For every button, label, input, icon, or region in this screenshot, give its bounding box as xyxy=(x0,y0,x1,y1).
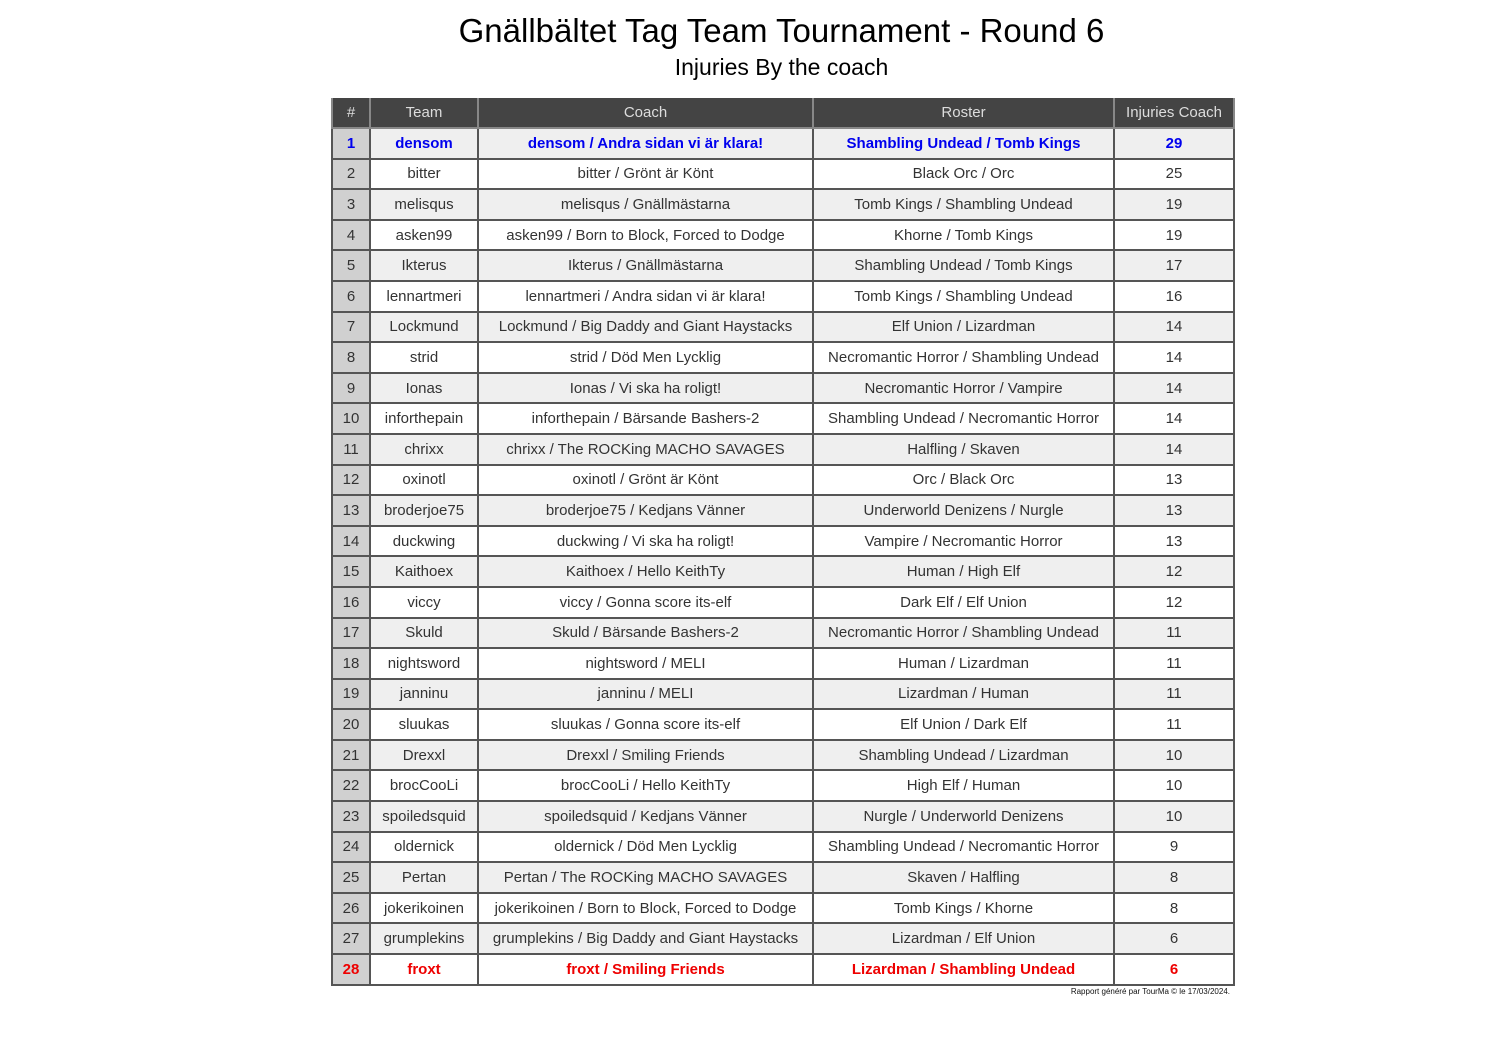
rank-cell: 2 xyxy=(332,159,370,190)
injuries-cell: 14 xyxy=(1114,342,1234,373)
table-row xyxy=(332,373,1234,404)
injuries-cell: 11 xyxy=(1114,618,1234,649)
injuries-cell: 9 xyxy=(1114,832,1234,863)
roster-cell: Tomb Kings / Khorne xyxy=(813,893,1114,924)
roster-cell: Halfling / Skaven xyxy=(813,434,1114,465)
rank-cell: 12 xyxy=(332,465,370,496)
injuries-cell: 10 xyxy=(1114,740,1234,771)
roster-cell: Vampire / Necromantic Horror xyxy=(813,526,1114,557)
rank-cell: 21 xyxy=(332,740,370,771)
roster-cell: Elf Union / Dark Elf xyxy=(813,709,1114,740)
rank-cell: 4 xyxy=(332,220,370,251)
rank-cell: 23 xyxy=(332,801,370,832)
rank-cell: 22 xyxy=(332,770,370,801)
rank-cell: 18 xyxy=(332,648,370,679)
rank-cell: 14 xyxy=(332,526,370,557)
roster-cell: Human / High Elf xyxy=(813,556,1114,587)
rank-cell: 9 xyxy=(332,373,370,404)
rank-cell: 3 xyxy=(332,189,370,220)
roster-cell: Shambling Undead / Tomb Kings xyxy=(813,250,1114,281)
coach-cell: grumplekins / Big Daddy and Giant Haystacks xyxy=(478,923,813,954)
table-row xyxy=(332,556,1234,587)
rank-cell: 28 xyxy=(332,954,370,985)
coach-cell: Lockmund / Big Daddy and Giant Haystacks xyxy=(478,312,813,343)
team-cell: sluukas xyxy=(370,709,478,740)
team-cell: jokerikoinen xyxy=(370,893,478,924)
roster-cell: Orc / Black Orc xyxy=(813,465,1114,496)
team-cell: bitter xyxy=(370,159,478,190)
table-row xyxy=(332,281,1234,312)
injuries-cell: 16 xyxy=(1114,281,1234,312)
coach-cell: duckwing / Vi ska ha roligt! xyxy=(478,526,813,557)
team-cell: Ikterus xyxy=(370,250,478,281)
team-cell: Ionas xyxy=(370,373,478,404)
injuries-cell: 14 xyxy=(1114,312,1234,343)
table-row xyxy=(332,618,1234,649)
table-row xyxy=(332,648,1234,679)
injuries-cell: 29 xyxy=(1114,128,1234,159)
injuries-cell: 14 xyxy=(1114,403,1234,434)
column-header-coach: Coach xyxy=(478,98,813,128)
injuries-cell: 11 xyxy=(1114,679,1234,710)
rank-cell: 1 xyxy=(332,128,370,159)
table-row xyxy=(332,465,1234,496)
roster-cell: Khorne / Tomb Kings xyxy=(813,220,1114,251)
rank-cell: 20 xyxy=(332,709,370,740)
rank-cell: 6 xyxy=(332,281,370,312)
team-cell: densom xyxy=(370,128,478,159)
team-cell: oxinotl xyxy=(370,465,478,496)
coach-cell: jokerikoinen / Born to Block, Forced to Dodge xyxy=(478,893,813,924)
injuries-cell: 19 xyxy=(1114,189,1234,220)
team-cell: Skuld xyxy=(370,618,478,649)
roster-cell: Nurgle / Underworld Denizens xyxy=(813,801,1114,832)
team-cell: froxt xyxy=(370,954,478,985)
injuries-cell: 6 xyxy=(1114,954,1234,985)
coach-cell: nightsword / MELI xyxy=(478,648,813,679)
injuries-cell: 8 xyxy=(1114,862,1234,893)
report-footer: Rapport généré par TourMa © le 17/03/2024. xyxy=(1070,987,1230,996)
roster-cell: Human / Lizardman xyxy=(813,648,1114,679)
rank-cell: 11 xyxy=(332,434,370,465)
injuries-cell: 6 xyxy=(1114,923,1234,954)
team-cell: Kaithoex xyxy=(370,556,478,587)
table-row xyxy=(332,862,1234,893)
roster-cell: Lizardman / Shambling Undead xyxy=(813,954,1114,985)
team-cell: spoiledsquid xyxy=(370,801,478,832)
team-cell: lennartmeri xyxy=(370,281,478,312)
coach-cell: strid / Död Men Lycklig xyxy=(478,342,813,373)
table-row xyxy=(332,220,1234,251)
page-subtitle: Injuries By the coach xyxy=(674,54,889,80)
coach-cell: spoiledsquid / Kedjans Vänner xyxy=(478,801,813,832)
coach-cell: Drexxl / Smiling Friends xyxy=(478,740,813,771)
roster-cell: Underworld Denizens / Nurgle xyxy=(813,495,1114,526)
roster-cell: Shambling Undead / Necromantic Horror xyxy=(813,832,1114,863)
column-header-injuries: Injuries Coach xyxy=(1114,98,1234,128)
coach-cell: Skuld / Bärsande Bashers-2 xyxy=(478,618,813,649)
injuries-cell: 11 xyxy=(1114,648,1234,679)
injuries-cell: 11 xyxy=(1114,709,1234,740)
roster-cell: Skaven / Halfling xyxy=(813,862,1114,893)
roster-cell: Lizardman / Elf Union xyxy=(813,923,1114,954)
team-cell: janninu xyxy=(370,679,478,710)
table-row xyxy=(332,679,1234,710)
coach-cell: melisqus / Gnällmästarna xyxy=(478,189,813,220)
team-cell: grumplekins xyxy=(370,923,478,954)
rank-cell: 8 xyxy=(332,342,370,373)
team-cell: Lockmund xyxy=(370,312,478,343)
coach-cell: viccy / Gonna score its-elf xyxy=(478,587,813,618)
coach-cell: lennartmeri / Andra sidan vi är klara! xyxy=(478,281,813,312)
coach-cell: Ikterus / Gnällmästarna xyxy=(478,250,813,281)
injuries-cell: 13 xyxy=(1114,465,1234,496)
rank-cell: 10 xyxy=(332,403,370,434)
rank-cell: 7 xyxy=(332,312,370,343)
ranking-table xyxy=(331,98,1235,986)
roster-cell: Lizardman / Human xyxy=(813,679,1114,710)
table-row xyxy=(332,159,1234,190)
table-row xyxy=(332,832,1234,863)
team-cell: Pertan xyxy=(370,862,478,893)
table-row xyxy=(332,312,1234,343)
table-row xyxy=(332,250,1234,281)
column-header-roster: Roster xyxy=(813,98,1114,128)
injuries-cell: 10 xyxy=(1114,770,1234,801)
coach-cell: janninu / MELI xyxy=(478,679,813,710)
injuries-cell: 12 xyxy=(1114,556,1234,587)
team-cell: brocCooLi xyxy=(370,770,478,801)
table-row xyxy=(332,923,1234,954)
injuries-cell: 25 xyxy=(1114,159,1234,190)
table-row xyxy=(332,740,1234,771)
coach-cell: Pertan / The ROCKing MACHO SAVAGES xyxy=(478,862,813,893)
roster-cell: Shambling Undead / Necromantic Horror xyxy=(813,403,1114,434)
coach-cell: asken99 / Born to Block, Forced to Dodge xyxy=(478,220,813,251)
injuries-cell: 14 xyxy=(1114,434,1234,465)
roster-cell: Elf Union / Lizardman xyxy=(813,312,1114,343)
table-row xyxy=(332,893,1234,924)
injuries-cell: 12 xyxy=(1114,587,1234,618)
table-row xyxy=(332,189,1234,220)
team-cell: Drexxl xyxy=(370,740,478,771)
team-cell: nightsword xyxy=(370,648,478,679)
table-row xyxy=(332,770,1234,801)
injuries-cell: 13 xyxy=(1114,495,1234,526)
team-cell: melisqus xyxy=(370,189,478,220)
rank-cell: 16 xyxy=(332,587,370,618)
coach-cell: froxt / Smiling Friends xyxy=(478,954,813,985)
team-cell: broderjoe75 xyxy=(370,495,478,526)
injuries-cell: 13 xyxy=(1114,526,1234,557)
table-header-row xyxy=(332,98,1234,128)
injuries-cell: 10 xyxy=(1114,801,1234,832)
coach-cell: Ionas / Vi ska ha roligt! xyxy=(478,373,813,404)
team-cell: chrixx xyxy=(370,434,478,465)
injuries-cell: 8 xyxy=(1114,893,1234,924)
rank-cell: 13 xyxy=(332,495,370,526)
roster-cell: Necromantic Horror / Shambling Undead xyxy=(813,342,1114,373)
rank-cell: 5 xyxy=(332,250,370,281)
page-title: Gnällbältet Tag Team Tournament - Round 6 xyxy=(458,12,1105,49)
roster-cell: Black Orc / Orc xyxy=(813,159,1114,190)
team-cell: oldernick xyxy=(370,832,478,863)
coach-cell: bitter / Grönt är Könt xyxy=(478,159,813,190)
coach-cell: oxinotl / Grönt är Könt xyxy=(478,465,813,496)
rank-cell: 26 xyxy=(332,893,370,924)
roster-cell: Shambling Undead / Tomb Kings xyxy=(813,128,1114,159)
roster-cell: Shambling Undead / Lizardman xyxy=(813,740,1114,771)
roster-cell: Dark Elf / Elf Union xyxy=(813,587,1114,618)
team-cell: inforthepain xyxy=(370,403,478,434)
rank-cell: 17 xyxy=(332,618,370,649)
team-cell: viccy xyxy=(370,587,478,618)
table-row xyxy=(332,709,1234,740)
injuries-cell: 19 xyxy=(1114,220,1234,251)
roster-cell: Necromantic Horror / Shambling Undead xyxy=(813,618,1114,649)
rank-cell: 15 xyxy=(332,556,370,587)
rank-cell: 27 xyxy=(332,923,370,954)
table-row xyxy=(332,403,1234,434)
table-row xyxy=(332,954,1234,985)
rank-cell: 24 xyxy=(332,832,370,863)
table-row xyxy=(332,434,1234,465)
coach-cell: inforthepain / Bärsande Bashers-2 xyxy=(478,403,813,434)
rank-cell: 25 xyxy=(332,862,370,893)
roster-cell: Tomb Kings / Shambling Undead xyxy=(813,189,1114,220)
roster-cell: Necromantic Horror / Vampire xyxy=(813,373,1114,404)
team-cell: strid xyxy=(370,342,478,373)
coach-cell: chrixx / The ROCKing MACHO SAVAGES xyxy=(478,434,813,465)
table-row xyxy=(332,801,1234,832)
team-cell: duckwing xyxy=(370,526,478,557)
table-row xyxy=(332,128,1234,159)
coach-cell: Kaithoex / Hello KeithTy xyxy=(478,556,813,587)
column-header-team: Team xyxy=(370,98,478,128)
column-header-rank: # xyxy=(332,98,370,128)
roster-cell: High Elf / Human xyxy=(813,770,1114,801)
roster-cell: Tomb Kings / Shambling Undead xyxy=(813,281,1114,312)
coach-cell: oldernick / Död Men Lycklig xyxy=(478,832,813,863)
team-cell: asken99 xyxy=(370,220,478,251)
table-row xyxy=(332,526,1234,557)
coach-cell: broderjoe75 / Kedjans Vänner xyxy=(478,495,813,526)
injuries-cell: 14 xyxy=(1114,373,1234,404)
table-row xyxy=(332,587,1234,618)
rank-cell: 19 xyxy=(332,679,370,710)
coach-cell: densom / Andra sidan vi är klara! xyxy=(478,128,813,159)
table-row xyxy=(332,342,1234,373)
coach-cell: brocCooLi / Hello KeithTy xyxy=(478,770,813,801)
coach-cell: sluukas / Gonna score its-elf xyxy=(478,709,813,740)
injuries-cell: 17 xyxy=(1114,250,1234,281)
table-row xyxy=(332,495,1234,526)
